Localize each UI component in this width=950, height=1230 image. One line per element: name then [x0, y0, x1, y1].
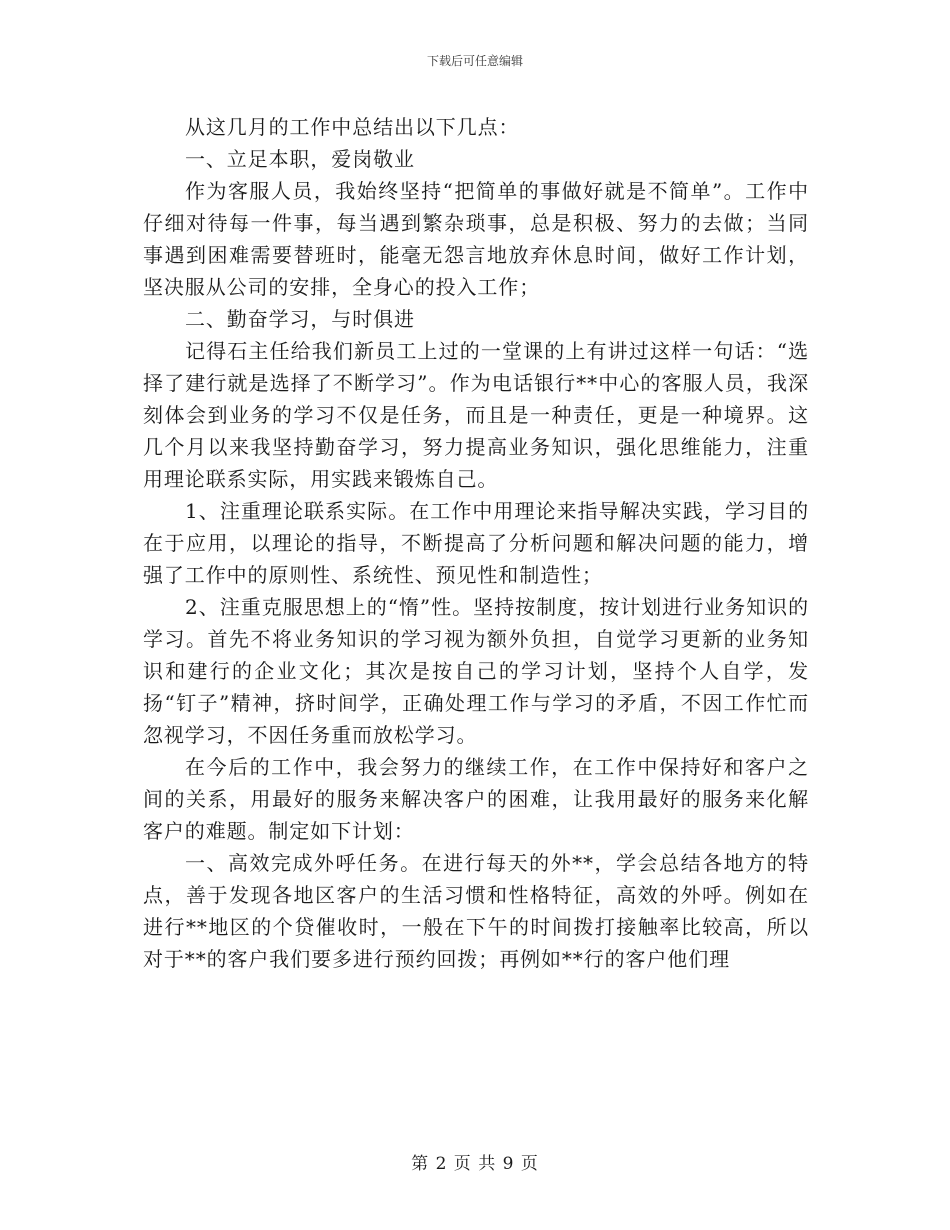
- plan-item-1: 一、高效完成外呼任务。在进行每天的外**，学会总结各地方的特点，善于发现各地区客户的生活习惯和性格特征，高效的外呼。例如在进行**地区的个贷催收时，一般在下午的时间拨打接触率比较高，所以对于**的客户我们要多进行预约回拨；再例如**行的客户他们理: [143, 851, 809, 971]
- section-heading-1: 一、立足本职，爱岗敬业: [185, 147, 415, 171]
- body-paragraph: 作为客服人员，我始终坚持“把简单的事做好就是不简单”。工作中仔细对待每一件事，每当遇到繁杂琐事，总是积极、努力的去做；当同事遇到困难需要替班时，能毫无怨言地放弃休息时间，做好工作计划，坚决服从公司的安排，全身心的投入工作；: [143, 179, 809, 299]
- page-header: 下载后可任意编辑: [426, 54, 523, 68]
- summary-intro-paragraph: 从这几月的工作中总结出以下几点：: [185, 115, 520, 139]
- total-page-count: 9: [502, 1154, 515, 1174]
- page-number-footer: [0, 1154, 950, 1174]
- footer-middle: 页 共: [453, 1154, 497, 1174]
- section-heading-2: 二、勤奋学习，与时俱进: [185, 307, 415, 331]
- list-item-2: 2、注重克服思想上的“惰”性。坚持按制度，按计划进行业务知识的学习。首先不将业务知识的学习视为额外负担，自觉学习更新的业务知识和建行的企业文化；其次是按自己的学习计划，坚持个人自学，发扬“钉子”精神，挤时间学，正确处理工作与学习的矛盾，不因工作忙而忽视学习，不因任务重而放松学习。: [143, 595, 809, 747]
- current-page-number: 2: [435, 1154, 448, 1174]
- footer-prefix: 第: [411, 1154, 430, 1174]
- footer-suffix: 页: [520, 1154, 539, 1174]
- plan-intro-paragraph: 在今后的工作中，我会努力的继续工作，在工作中保持好和客户之间的关系，用最好的服务来解决客户的困难，让我用最好的服务来化解客户的难题。制定如下计划：: [143, 755, 809, 843]
- body-paragraph: 记得石主任给我们新员工上过的一堂课的上有讲过这样一句话：“选择了建行就是选择了不断学习”。作为电话银行**中心的客服人员，我深刻体会到业务的学习不仅是任务，而且是一种责任，更是一种境界。这几个月以来我坚持勤奋学习，努力提高业务知识，强化思维能力，注重用理论联系实际，用实践来锻炼自己。: [143, 339, 809, 491]
- document-body: [143, 111, 809, 975]
- list-item-1: 1、注重理论联系实际。在工作中用理论来指导解决实践，学习目的在于应用，以理论的指导，不断提高了分析问题和解决问题的能力，增强了工作中的原则性、系统性、预见性和制造性；: [143, 499, 809, 587]
